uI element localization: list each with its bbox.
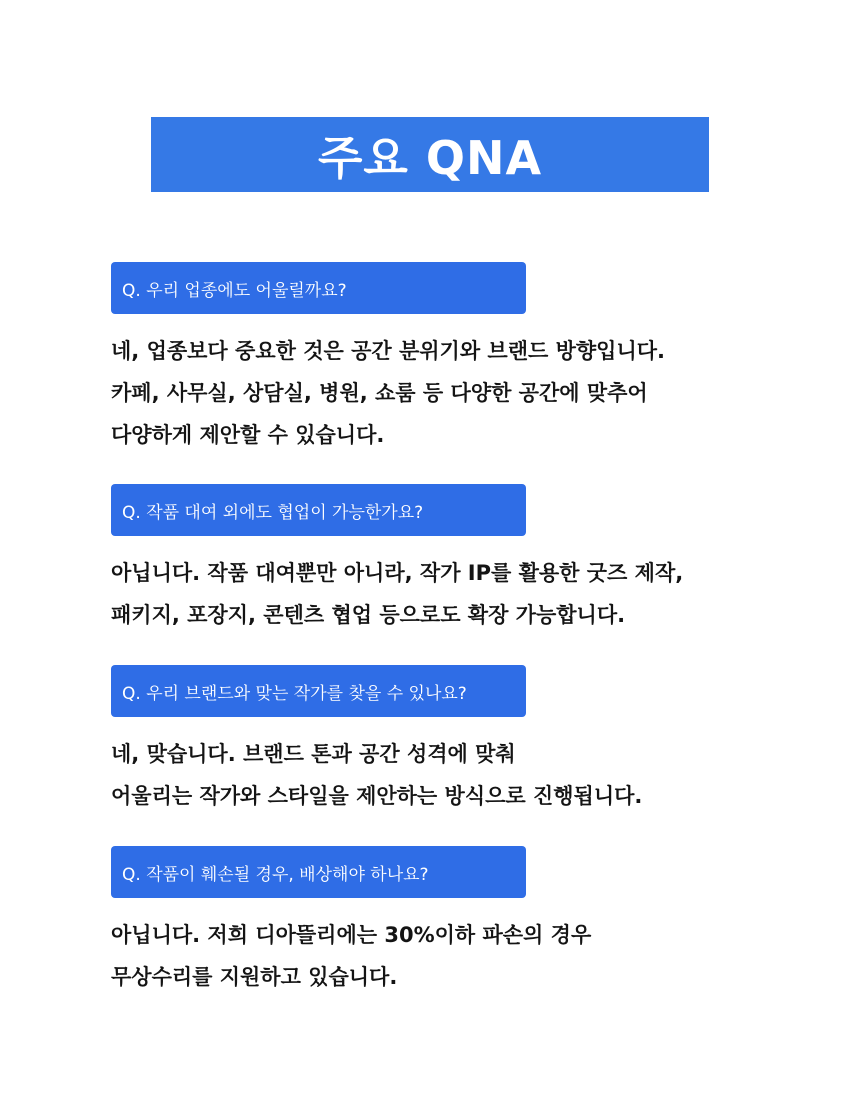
answer-block (111, 733, 751, 817)
question-box (111, 484, 526, 536)
question-text: Q. 우리 브랜드와 맞는 작가를 찾을 수 있나요? (122, 683, 467, 704)
answer-block (111, 914, 751, 998)
question-box (111, 262, 526, 314)
answer-line: 아닙니다. 작품 대여뿐만 아니라, 작가 IP를 활용한 굿즈 제작, (111, 561, 684, 585)
question-text: Q. 우리 업종에도 어울릴까요? (122, 280, 347, 301)
answer-block (111, 552, 751, 636)
answer-line: 네, 맞습니다. 브랜드 톤과 공간 성격에 맞춰 (111, 742, 516, 766)
question-box (111, 665, 526, 717)
answer-block (111, 330, 751, 456)
qna-item (111, 484, 751, 636)
qna-item (111, 262, 751, 456)
answer-line: 어울리는 작가와 스타일을 제안하는 방식으로 진행됩니다. (111, 784, 643, 808)
qna-item (111, 665, 751, 817)
answer-line: 패키지, 포장지, 콘텐츠 협업 등으로도 확장 가능합니다. (111, 603, 626, 627)
question-text: Q. 작품이 훼손될 경우, 배상해야 하나요? (122, 864, 429, 885)
answer-line: 아닙니다. 저희 디아뜰리에는 30%이하 파손의 경우 (111, 923, 592, 947)
qna-item (111, 846, 751, 998)
page-title: 주요 QNA (317, 130, 543, 185)
question-box (111, 846, 526, 898)
answer-line: 네, 업종보다 중요한 것은 공간 분위기와 브랜드 방향입니다. (111, 339, 665, 363)
answer-line: 무상수리를 지원하고 있습니다. (111, 965, 398, 989)
answer-line: 카페, 사무실, 상담실, 병원, 쇼룸 등 다양한 공간에 맞추어 (111, 381, 648, 405)
question-text: Q. 작품 대여 외에도 협업이 가능한가요? (122, 502, 424, 523)
answer-line: 다양하게 제안할 수 있습니다. (111, 423, 385, 447)
title-banner (151, 117, 709, 192)
